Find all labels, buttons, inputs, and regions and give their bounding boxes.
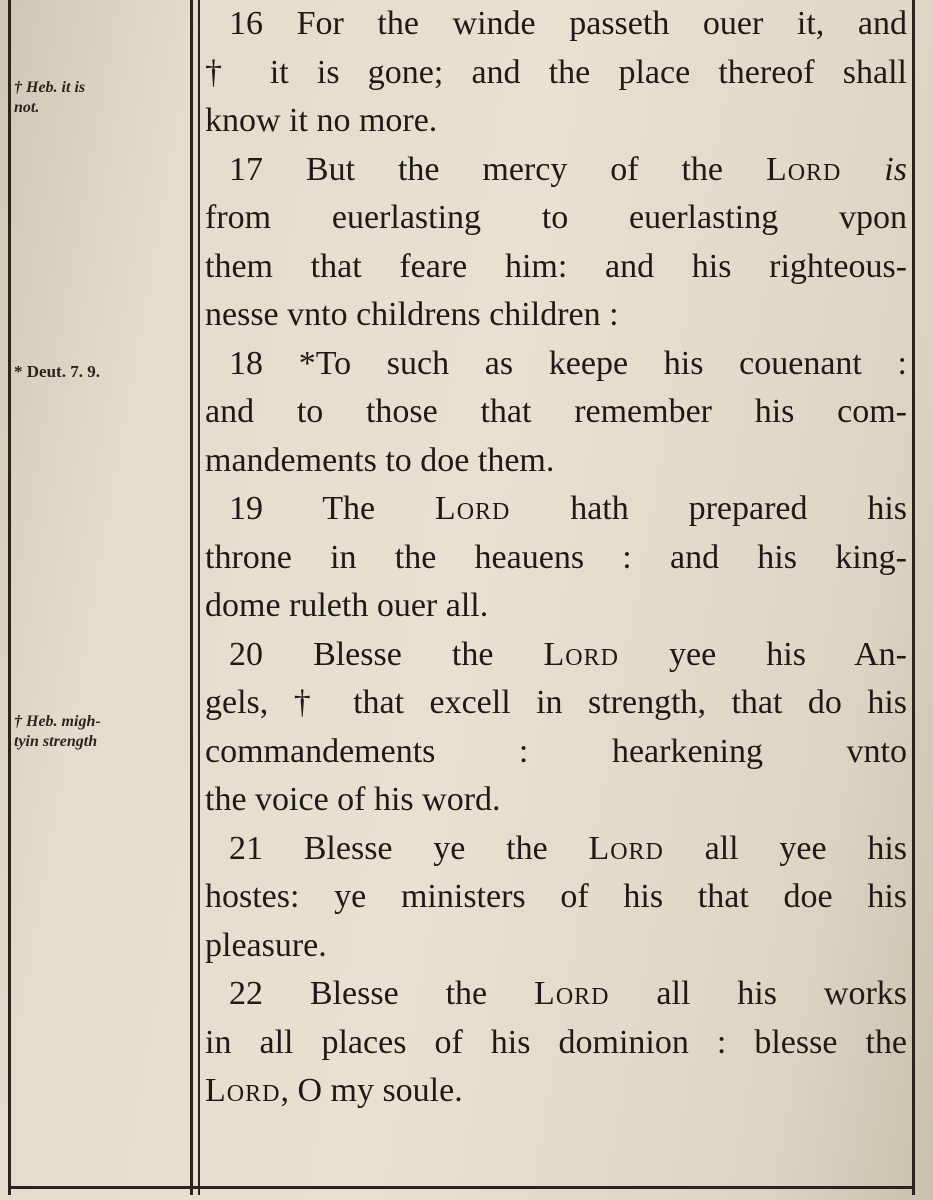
verse-16-line-2: † it is gone; and the place thereof shall (205, 53, 907, 91)
margin-note-line: not. (14, 99, 40, 116)
lord-smallcaps: Lord (205, 1072, 281, 1109)
verse-18-line-1: 18 *To such as keepe his couenant : (229, 344, 907, 382)
verse-21-line-2: hostes: ye ministers of his that doe his (205, 878, 907, 915)
left-border-rule (8, 0, 11, 1195)
verse-20-line-1 (205, 631, 907, 680)
verse-17-line-1 (205, 146, 907, 195)
margin-note-line: † Heb. migh- (14, 713, 101, 730)
verse-16-line-1: 16 For the winde passeth ouer it, and (229, 5, 907, 42)
bottom-border-rule (8, 1186, 915, 1189)
verse-20-line-2: gels, † that excell in strength, that do his (205, 684, 907, 721)
margin-note-line: * Deut. 7. 9. (14, 362, 100, 381)
lord-smallcaps: Lord (543, 635, 619, 673)
verse-text: 19 The (229, 490, 435, 527)
verse-21-line-3: pleasure. (205, 926, 327, 964)
verse-17-line-4: nesse vnto childrens children : (205, 296, 619, 333)
verse-text: 20 Blesse the (229, 635, 544, 673)
lord-smallcaps: Lord (765, 150, 842, 188)
margin-note-line: † Heb. it is (14, 79, 86, 96)
margin-note-deut (14, 362, 188, 382)
verse-text: all his works (609, 975, 907, 1012)
margin-column-rule-inner (198, 0, 200, 1195)
margin-note-heb-it-is-not (14, 78, 188, 118)
verse-19-line-3: dome ruleth ouer all. (205, 587, 489, 624)
lord-smallcaps: Lord (534, 975, 610, 1012)
verse-22-line-1 (205, 970, 907, 1019)
verse-22-line-3 (205, 1067, 907, 1116)
verse-18-line-3: mandements to doe them. (205, 441, 555, 479)
scripture-text (205, 0, 907, 1116)
verse-text: 22 Blesse the (229, 975, 535, 1012)
lord-smallcaps: Lord (434, 490, 511, 527)
verse-20-line-4: the voice of his word. (205, 781, 501, 818)
verse-20-line-3: commandements : hearkening vnto (205, 732, 907, 770)
verse-18-line-2: and to those that remember his com- (205, 393, 907, 430)
lord-smallcaps: Lord (588, 829, 664, 867)
verse-text: 17 But the mercy of the (229, 150, 766, 188)
verse-16-line-3: know it no more. (205, 102, 438, 139)
verse-17-line-3: them that feare him: and his righteous- (205, 247, 907, 285)
verse-text-italic: is (841, 150, 907, 188)
verse-text: , O my soule. (280, 1072, 463, 1109)
verse-text: all yee his (663, 829, 907, 867)
margin-note-line: tyin strength (14, 733, 98, 750)
margin-column-rule (190, 0, 193, 1195)
margin-note-heb-mighty (14, 712, 188, 752)
verse-17-line-2: from euerlasting to euerlasting vpon (205, 199, 907, 236)
verse-text: yee his An- (618, 635, 907, 673)
verse-text: 21 Blesse ye the (229, 829, 589, 867)
verse-19-line-1 (205, 485, 907, 534)
verse-19-line-2: throne in the heauens : and his king- (205, 538, 907, 576)
right-border-rule (912, 0, 915, 1195)
verse-21-line-1 (205, 825, 907, 874)
verse-22-line-2: in all places of his dominion : blesse the (205, 1023, 907, 1061)
verse-text: hath prepared his (510, 490, 907, 527)
